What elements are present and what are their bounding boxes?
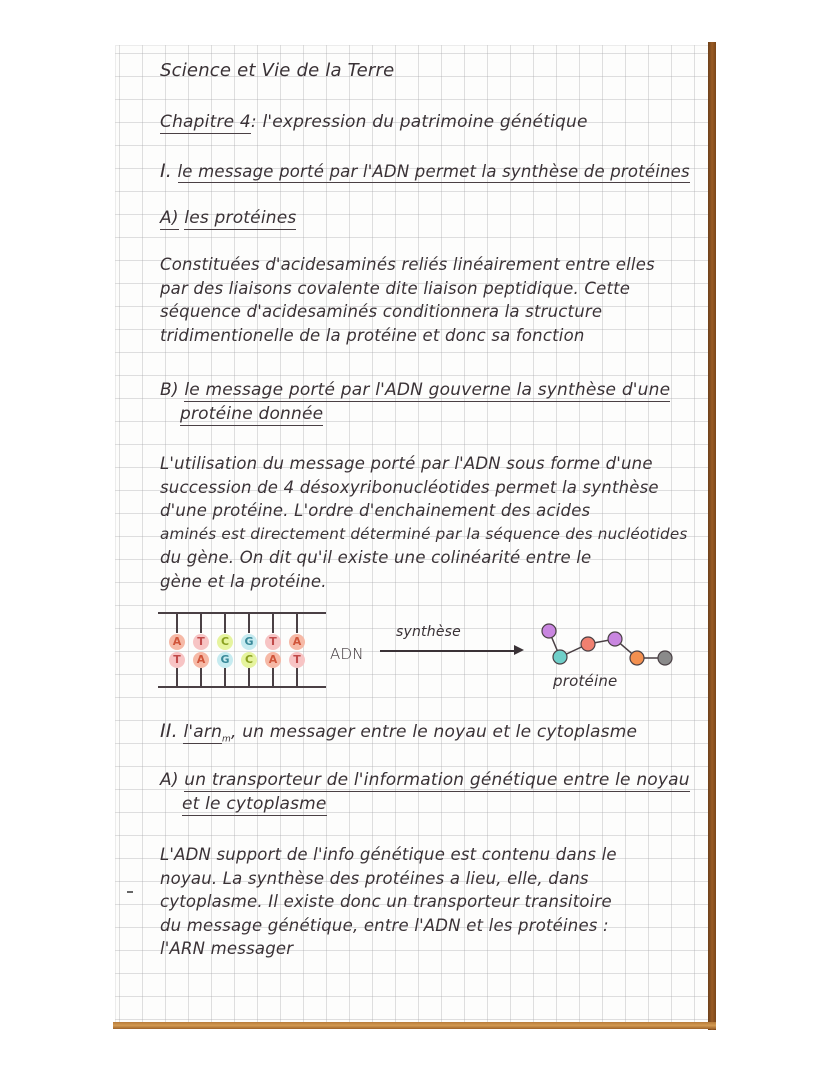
- dna-base-bottom: A: [265, 652, 281, 668]
- subsection-2a-heading: [160, 768, 690, 816]
- paragraph-line: aminés est directement déterminé par la séquence des nucléotides: [160, 524, 688, 543]
- dna-rail-bottom: [158, 686, 326, 688]
- paragraph-line: d'une protéine. L'ordre d'enchainement des acides: [160, 501, 591, 520]
- paragraph-line: par des liaisons covalente dite liaison peptidique. Cette: [160, 278, 631, 298]
- paragraph-1b: [160, 452, 688, 593]
- dna-base-top: G: [241, 634, 257, 650]
- dna-rung: [296, 668, 298, 686]
- dna-base-top: A: [169, 634, 185, 650]
- dna-rung: [176, 668, 178, 686]
- dna-rung: [224, 668, 226, 686]
- dna-rung: [296, 613, 298, 633]
- dna-base-bottom: C: [241, 652, 257, 668]
- dna-base-top: A: [289, 634, 305, 650]
- paragraph-line: Constituées d'acidesaminés reliés linéairement entre elles: [160, 255, 655, 274]
- paragraph-line: tridimentionelle de la protéine et donc sa fonction: [160, 325, 585, 345]
- dna-rung: [176, 613, 178, 633]
- subsection-1b-heading: [160, 378, 670, 426]
- wood-edge-right: [708, 42, 716, 1030]
- dna-rung: [200, 613, 202, 633]
- protein-label: protéine: [553, 672, 618, 690]
- paragraph-line: succession de 4 désoxyribonucléotides permet la synthèse: [160, 477, 659, 497]
- wood-edge-bottom: [113, 1022, 716, 1029]
- dna-diagram: [158, 610, 328, 690]
- chapter-sep: :: [250, 112, 257, 132]
- paragraph-line: L'ADN support de l'info génétique est contenu dans le: [160, 845, 617, 864]
- dna-base-top: T: [265, 634, 281, 650]
- section-1-heading: [160, 160, 690, 182]
- paragraph-line: gène et la protéine.: [160, 571, 327, 591]
- paragraph-line: L'utilisation du message porté par l'ADN sous forme d'une: [160, 454, 653, 473]
- subsection-1a-heading: [160, 208, 296, 228]
- arrow-label: synthèse: [396, 624, 461, 640]
- subsection-2a-title-line2: et le cytoplasme: [182, 794, 327, 814]
- section-2-title-sub: m: [222, 734, 232, 745]
- subsection-1a-label: A): [160, 208, 179, 228]
- subsection-1b-title-line2: protéine donnée: [180, 404, 324, 424]
- subsection-1b-title-line1: le message porté par l'ADN gouverne la synthèse d'une: [184, 380, 671, 400]
- section-1-number: I.: [160, 160, 173, 182]
- paragraph-line: cytoplasme. Il existe donc un transporteur transitoire: [160, 892, 612, 911]
- dna-rung: [272, 668, 274, 686]
- dna-label: ADN: [330, 645, 364, 663]
- subsection-2a-title-line1: un transporteur de l'information génétique entre le noyau: [184, 770, 690, 790]
- dna-base-bottom: T: [289, 652, 305, 668]
- section-2-title-a: l'arn: [183, 722, 223, 742]
- paragraph-line: séquence d'acidesaminés conditionnera la structure: [160, 302, 603, 321]
- chapter-title: l'expression du patrimoine génétique: [262, 112, 588, 132]
- chapter-heading: [160, 112, 588, 132]
- section-2-heading: [160, 720, 637, 744]
- arrow-head-icon: [514, 645, 524, 655]
- section-1-title: le message porté par l'ADN permet la synthèse de protéines: [177, 162, 690, 181]
- section-2-number: II.: [160, 720, 178, 742]
- dna-rung: [224, 613, 226, 633]
- protein-chain-icon: [530, 615, 680, 675]
- synthesis-arrow: [380, 650, 516, 652]
- paragraph-line: du message génétique, entre l'ADN et les protéines :: [160, 915, 609, 935]
- dna-base-top: C: [217, 634, 233, 650]
- subsection-1b-label: B): [160, 380, 179, 400]
- paragraph-line: noyau. La synthèse des protéines a lieu, elle, dans: [160, 868, 589, 888]
- dna-rung: [200, 668, 202, 686]
- dna-rail-top: [158, 612, 326, 614]
- dna-rung: [248, 668, 250, 686]
- paragraph-1a: [160, 253, 655, 347]
- section-2-title-b: , un messager entre le noyau et le cytoplasme: [231, 722, 638, 742]
- dna-base-bottom: A: [193, 652, 209, 668]
- paragraph-line: du gène. On dit qu'il existe une colinéarité entre le: [160, 548, 592, 567]
- margin-dash: [127, 891, 133, 893]
- paragraph-2a: [160, 843, 617, 961]
- dna-rung: [272, 613, 274, 633]
- chapter-label: Chapitre 4: [160, 112, 251, 132]
- subsection-1a-title: les protéines: [184, 208, 297, 228]
- dna-base-bottom: G: [217, 652, 233, 668]
- subject-title: Science et Vie de la Terre: [160, 60, 395, 81]
- subsection-2a-label: A): [160, 770, 179, 790]
- dna-rung: [248, 613, 250, 633]
- paragraph-line: l'ARN messager: [160, 939, 294, 958]
- dna-base-top: T: [193, 634, 209, 650]
- dna-base-bottom: T: [169, 652, 185, 668]
